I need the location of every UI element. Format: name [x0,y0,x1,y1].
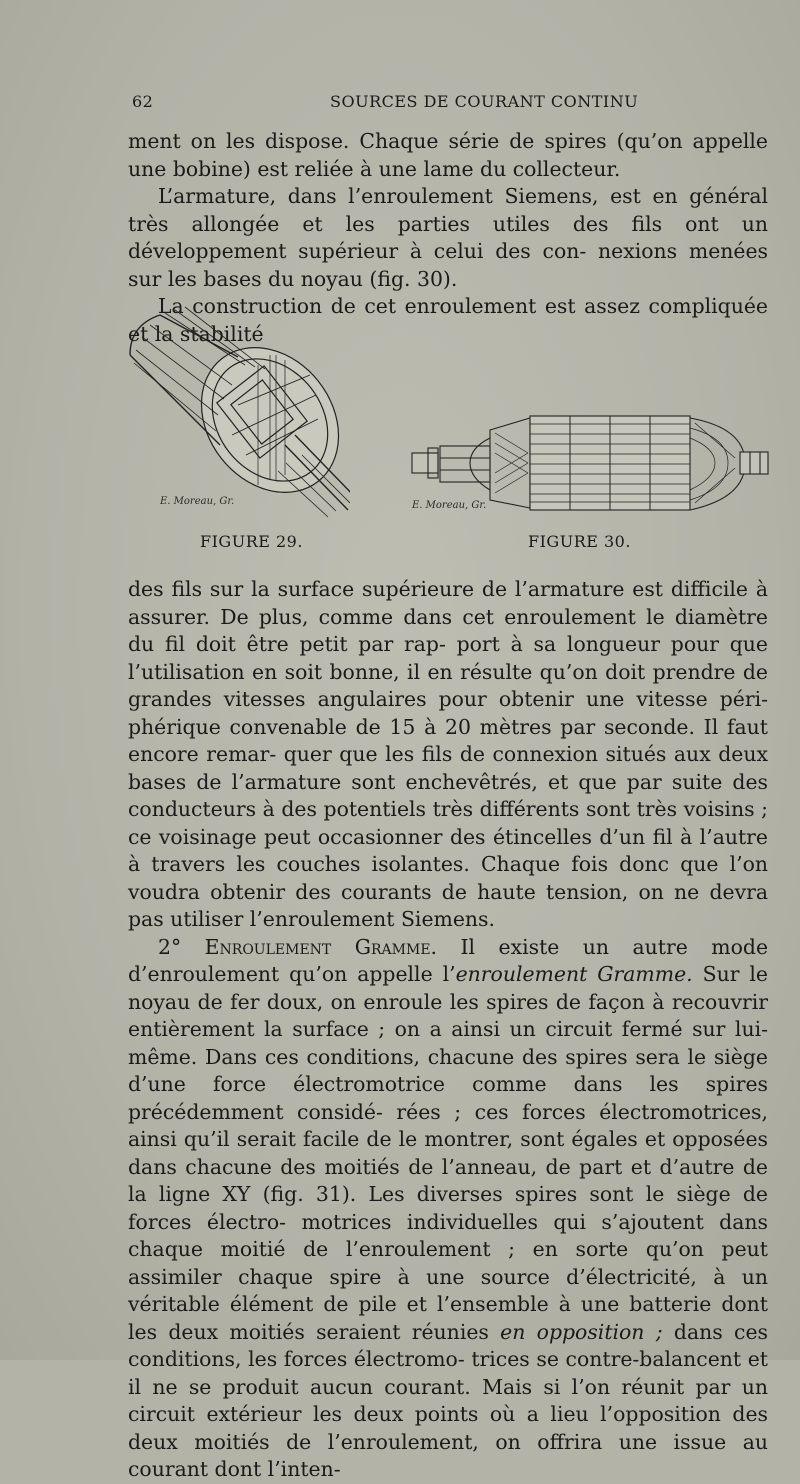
section-number: 2° [158,934,205,959]
paragraph: La construction de cet enroulement est assez compliquée et la stabilité [128,294,768,346]
text-run: Il existe un autre mode d’enroulement qu’on appelle l’ [128,934,769,986]
paragraph: L’armature, dans l’enroulement Siemens, est en général très allongée et les parties utiles des fils ont un développement supérieur à celui des con- nexions menées sur les bases du noyau (fig. 30). [128,184,768,291]
emphasis: enroulement Gramme. [455,962,693,986]
engraver-signature: E. Moreau, Gr. [160,496,235,507]
paragraph: des fils sur la surface supérieure de l’armature est difficile à assurer. De plus, comme dans cet enroulement le diamètre du fil doit être petit par rap- port à sa longueur pour que l’utilisation en soit bonne, il en résulte qu’on doit prendre de grandes vitesses angulaires pour obtenir une vitesse péri- phérique convenable de 15 à 20 mètres par seconde. Il faut encore remar- quer que les fils de connexion situés aux deux bases de l’armature sont enchevêtrés, et que par suite des conducteurs à des potentiels très différents sont très voisins ; ce voisinage peut occasionner des étincelles d’un fil à l’autre à travers les couches isolantes. Chaque fois donc que l’on voudra obtenir des courants de haute tension, on ne devra pas utiliser l’enroulement Siemens. [128,577,768,931]
bottom-text-block [128,576,768,1484]
emphasis: en opposition ; [500,1319,663,1344]
engraver-signature: E. Moreau, Gr. [412,500,487,511]
page-number: 62 [132,92,154,111]
section-heading: Enroulement Gramme. [204,934,438,959]
figure-29-caption: FIGURE 29. [200,532,303,551]
figure-29-illustration [120,295,350,520]
text-run: Sur le noyau de fer doux, on enroule les spires de façon à recouvrir entièrement la surface ; on a ainsi un circuit fermé sur lui-même. Dans ces conditions, chacune des spires sera le siège d’une force électromotrice comme dans les spires précédemment considé- rées ; ces forces électromotrices, ainsi qu’il serait facile de le montrer, sont égales et opposées dans chacune des moitiés de l’anneau, de part et d’autre de la ligne XY (fig. 31). Les diverses spires sont le siège de forces électro- motrices individuelles qui s’ajoutent dans chaque moitié de l’enroulement ; en sorte qu’on peut assimiler chaque spire à une source d’électricité, à un véritable élément de pile et l’ensemble à une batterie dont les deux moitiés seraient réunies [128,962,768,1344]
paragraph: ment on les dispose. Chaque série de spires (qu’on appelle une bobine) est reliée à une lame du collecteur. [128,129,768,181]
page-header [132,92,772,114]
text-run: dans ces conditions, les forces électromo- trices se contre-balancent et il ne se produit aucun courant. Mais si l’on réunit par un circuit extérieur les deux points où a lieu l’opposition des deux moitiés de l’enroulement, on offrira une issue au courant dont l’inten- [128,1319,768,1481]
figure-30-caption: FIGURE 30. [528,532,631,551]
running-head: SOURCES DE COURANT CONTINU [330,92,639,111]
paragraph-gramme [128,934,768,1484]
